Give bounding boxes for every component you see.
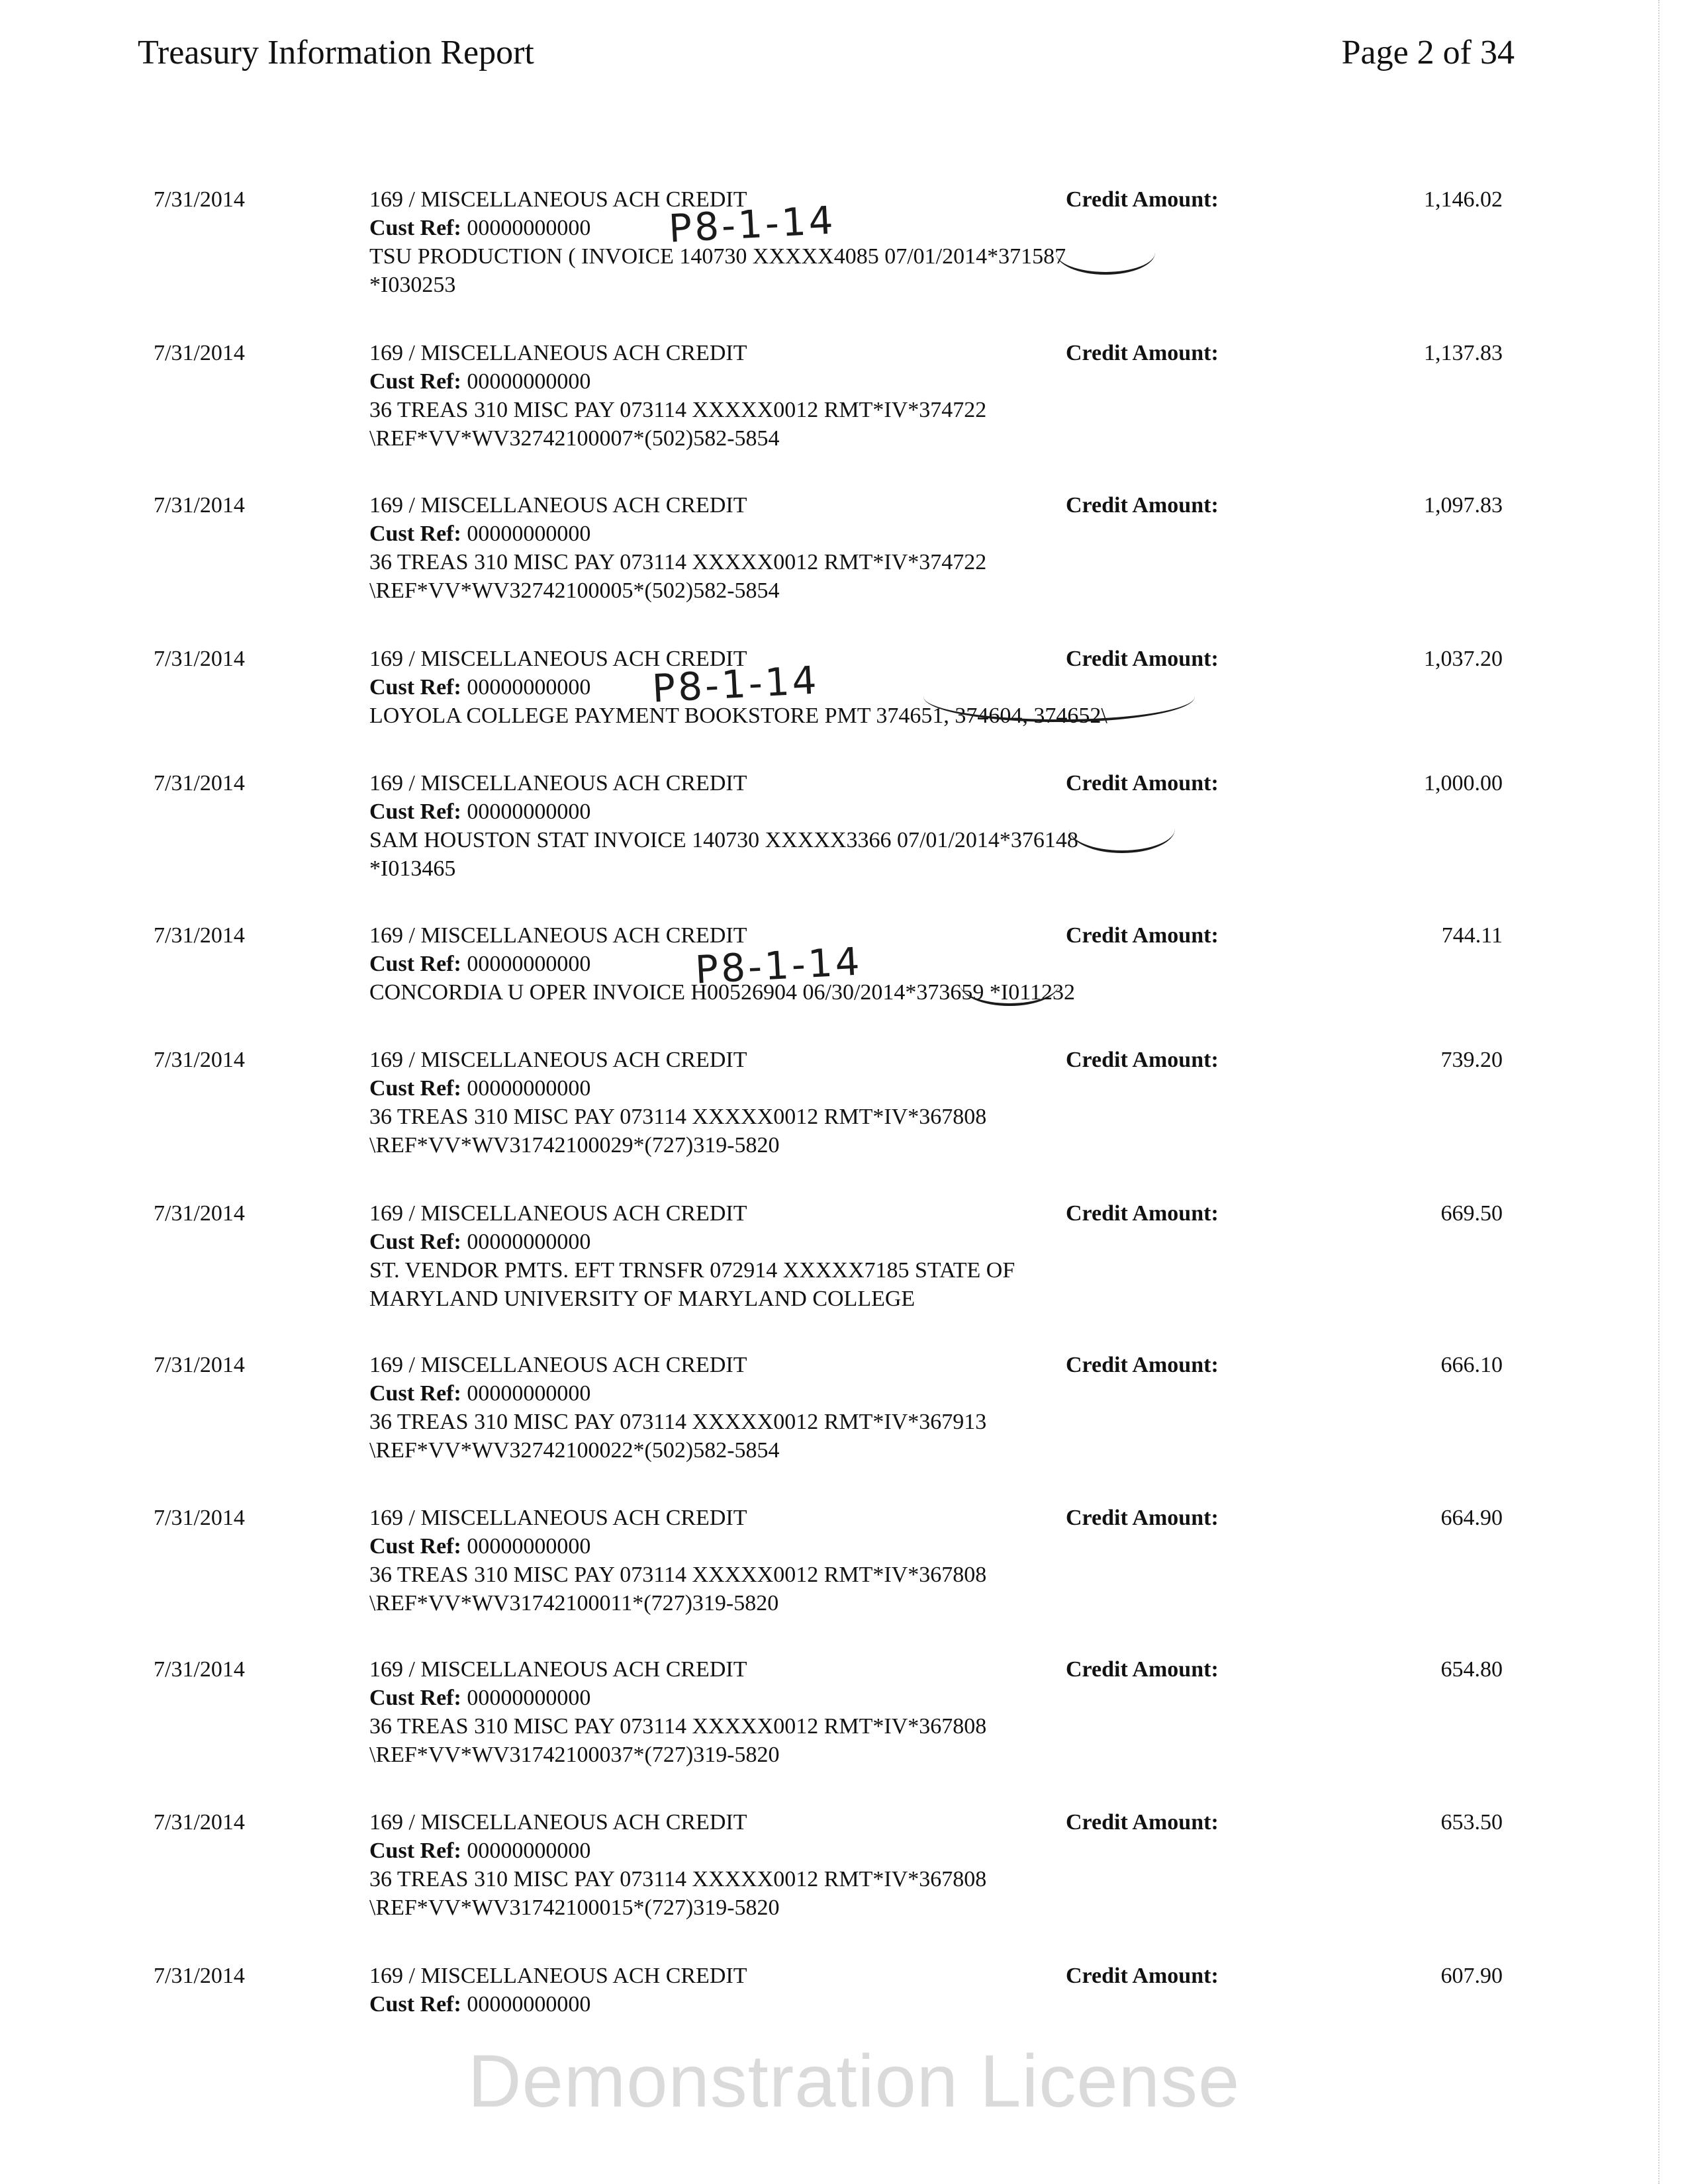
transaction-date: 7/31/2014 — [154, 923, 245, 948]
transaction-type: 169 / MISCELLANEOUS ACH CREDIT — [369, 923, 747, 948]
credit-amount-label: Credit Amount: — [1066, 1048, 1219, 1072]
cust-ref-label: Cust Ref: — [369, 1992, 461, 2017]
cust-ref-line — [369, 1074, 1230, 1103]
transaction-description: 36 TREAS 310 MISC PAY 073114 XXXXX0012 RMT*IV*367808 — [369, 1714, 987, 1739]
transaction-type: 169 / MISCELLANEOUS ACH CREDIT — [369, 1657, 747, 1682]
report-title: Treasury Information Report — [138, 34, 534, 71]
credit-amount-value: 653.50 — [1440, 1810, 1503, 1835]
credit-amount-value: 654.80 — [1440, 1657, 1503, 1682]
cust-ref-value: 00000000000 — [467, 216, 591, 240]
cust-ref-label: Cust Ref: — [369, 952, 461, 976]
transaction-description-cont: *I030253 — [369, 273, 456, 297]
transaction-date: 7/31/2014 — [154, 647, 245, 671]
transaction-type: 169 / MISCELLANEOUS ACH CREDIT — [369, 771, 747, 796]
cust-ref-label: Cust Ref: — [369, 1839, 461, 1863]
transaction-description: 36 TREAS 310 MISC PAY 073114 XXXXX0012 RMT*IV*367808 — [369, 1563, 987, 1587]
cust-ref-line — [369, 1379, 1230, 1408]
credit-amount-label: Credit Amount: — [1066, 923, 1219, 948]
credit-amount-value: 669.50 — [1440, 1201, 1503, 1226]
cust-ref-value: 00000000000 — [467, 952, 591, 976]
cust-ref-value: 00000000000 — [467, 1534, 591, 1559]
transaction-description-cont: \REF*VV*WV32742100005*(502)582-5854 — [369, 578, 780, 603]
transaction-description: 36 TREAS 310 MISC PAY 073114 XXXXX0012 RMT*IV*367808 — [369, 1105, 987, 1129]
cust-ref-line — [369, 367, 1230, 396]
transaction-description-cont: \REF*VV*WV31742100029*(727)319-5820 — [369, 1133, 780, 1158]
transaction-date: 7/31/2014 — [154, 771, 245, 796]
transaction-description: SAM HOUSTON STAT INVOICE 140730 XXXXX3366 07/01/2014*376148 — [369, 828, 1078, 852]
transaction-description-cont: \REF*VV*WV32742100022*(502)582-5854 — [369, 1438, 780, 1463]
cust-ref-value: 00000000000 — [467, 1230, 591, 1254]
transaction-type: 169 / MISCELLANEOUS ACH CREDIT — [369, 1810, 747, 1835]
transaction-entry — [0, 645, 1688, 790]
transaction-description: LOYOLA COLLEGE PAYMENT BOOKSTORE PMT 374651, 374604, 374652\ — [369, 704, 1107, 728]
transaction-entry — [0, 1655, 1688, 1801]
cust-ref-value: 00000000000 — [467, 799, 591, 824]
transaction-type: 169 / MISCELLANEOUS ACH CREDIT — [369, 341, 747, 365]
transaction-entry — [0, 1046, 1688, 1191]
transaction-description-cont: \REF*VV*WV32742100007*(502)582-5854 — [369, 426, 780, 451]
watermark: Demonstration License — [467, 2040, 1241, 2122]
cust-ref-label: Cust Ref: — [369, 1076, 461, 1101]
transaction-date: 7/31/2014 — [154, 187, 245, 212]
cust-ref-line — [369, 1990, 1230, 2019]
transaction-type: 169 / MISCELLANEOUS ACH CREDIT — [369, 1048, 747, 1072]
transaction-description-cont: \REF*VV*WV31742100037*(727)319-5820 — [369, 1743, 780, 1767]
transaction-type: 169 / MISCELLANEOUS ACH CREDIT — [369, 1201, 747, 1226]
cust-ref-label: Cust Ref: — [369, 1534, 461, 1559]
transaction-entry — [0, 1199, 1688, 1345]
credit-amount-label: Credit Amount: — [1066, 341, 1219, 365]
cust-ref-value: 00000000000 — [467, 675, 591, 700]
transaction-date: 7/31/2014 — [154, 1964, 245, 1988]
transaction-description: 36 TREAS 310 MISC PAY 073114 XXXXX0012 RMT*IV*367913 — [369, 1410, 987, 1434]
cust-ref-value: 00000000000 — [467, 1381, 591, 1406]
cust-ref-line — [369, 797, 1230, 826]
transaction-type: 169 / MISCELLANEOUS ACH CREDIT — [369, 493, 747, 518]
cust-ref-label: Cust Ref: — [369, 799, 461, 824]
transaction-entry — [0, 1808, 1688, 1954]
cust-ref-line — [369, 520, 1230, 548]
transaction-type: 169 / MISCELLANEOUS ACH CREDIT — [369, 1964, 747, 1988]
transaction-date: 7/31/2014 — [154, 1353, 245, 1377]
transaction-description: 36 TREAS 310 MISC PAY 073114 XXXXX0012 RMT*IV*374722 — [369, 550, 987, 574]
cust-ref-label: Cust Ref: — [369, 216, 461, 240]
transaction-description-cont: MARYLAND UNIVERSITY OF MARYLAND COLLEGE — [369, 1287, 915, 1311]
transaction-description: 36 TREAS 310 MISC PAY 073114 XXXXX0012 RMT*IV*367808 — [369, 1867, 987, 1891]
credit-amount-label: Credit Amount: — [1066, 1353, 1219, 1377]
transaction-description-cont: *I013465 — [369, 856, 456, 881]
cust-ref-line — [369, 1532, 1230, 1561]
page-number: Page 2 of 34 — [1341, 34, 1515, 71]
credit-amount-label: Credit Amount: — [1066, 1657, 1219, 1682]
transaction-entry — [0, 339, 1688, 484]
handwritten-note: P8-1-14 — [651, 657, 821, 711]
credit-amount-value: 1,146.02 — [1424, 187, 1503, 212]
cust-ref-label: Cust Ref: — [369, 1381, 461, 1406]
cust-ref-value: 00000000000 — [467, 369, 591, 394]
cust-ref-value: 00000000000 — [467, 1839, 591, 1863]
transaction-description-cont: \REF*VV*WV31742100015*(727)319-5820 — [369, 1895, 780, 1920]
cust-ref-label: Cust Ref: — [369, 1686, 461, 1710]
cust-ref-value: 00000000000 — [467, 1992, 591, 2017]
transaction-date: 7/31/2014 — [154, 1657, 245, 1682]
credit-amount-value: 664.90 — [1440, 1506, 1503, 1530]
handwritten-note: P8-1-14 — [694, 938, 864, 993]
credit-amount-label: Credit Amount: — [1066, 493, 1219, 518]
transaction-description: 36 TREAS 310 MISC PAY 073114 XXXXX0012 RMT*IV*374722 — [369, 398, 987, 422]
cust-ref-value: 00000000000 — [467, 1076, 591, 1101]
credit-amount-value: 1,137.83 — [1424, 341, 1503, 365]
credit-amount-label: Credit Amount: — [1066, 1810, 1219, 1835]
credit-amount-label: Credit Amount: — [1066, 1964, 1219, 1988]
credit-amount-value: 744.11 — [1441, 923, 1503, 948]
credit-amount-label: Credit Amount: — [1066, 771, 1219, 796]
credit-amount-label: Credit Amount: — [1066, 647, 1219, 671]
transaction-description: ST. VENDOR PMTS. EFT TRNSFR 072914 XXXXX7185 STATE OF — [369, 1258, 1015, 1283]
credit-amount-label: Credit Amount: — [1066, 187, 1219, 212]
cust-ref-value: 00000000000 — [467, 522, 591, 546]
credit-amount-value: 739.20 — [1440, 1048, 1503, 1072]
scan-edge — [1658, 0, 1661, 2184]
credit-amount-label: Credit Amount: — [1066, 1506, 1219, 1530]
cust-ref-label: Cust Ref: — [369, 1230, 461, 1254]
credit-amount-value: 1,000.00 — [1424, 771, 1503, 796]
cust-ref-line — [369, 1684, 1230, 1712]
cust-ref-label: Cust Ref: — [369, 675, 461, 700]
transaction-type: 169 / MISCELLANEOUS ACH CREDIT — [369, 647, 747, 671]
transaction-type: 169 / MISCELLANEOUS ACH CREDIT — [369, 187, 747, 212]
credit-amount-value: 666.10 — [1440, 1353, 1503, 1377]
transaction-date: 7/31/2014 — [154, 1048, 245, 1072]
cust-ref-label: Cust Ref: — [369, 522, 461, 546]
handwritten-note: P8-1-14 — [667, 197, 837, 251]
cust-ref-line — [369, 1837, 1230, 1865]
credit-amount-label: Credit Amount: — [1066, 1201, 1219, 1226]
transaction-date: 7/31/2014 — [154, 1201, 245, 1226]
transaction-date: 7/31/2014 — [154, 1810, 245, 1835]
transaction-entry — [0, 185, 1688, 331]
credit-amount-value: 607.90 — [1440, 1964, 1503, 1988]
transaction-entry — [0, 491, 1688, 637]
credit-amount-value: 1,097.83 — [1424, 493, 1503, 518]
transaction-type: 169 / MISCELLANEOUS ACH CREDIT — [369, 1353, 747, 1377]
transaction-entry — [0, 1504, 1688, 1649]
transaction-description-cont: \REF*VV*WV31742100011*(727)319-5820 — [369, 1591, 779, 1615]
cust-ref-value: 00000000000 — [467, 1686, 591, 1710]
cust-ref-line — [369, 1228, 1230, 1256]
transaction-type: 169 / MISCELLANEOUS ACH CREDIT — [369, 1506, 747, 1530]
transaction-date: 7/31/2014 — [154, 341, 245, 365]
credit-amount-value: 1,037.20 — [1424, 647, 1503, 671]
transaction-description: TSU PRODUCTION ( INVOICE 140730 XXXXX4085 07/01/2014*371587 — [369, 244, 1066, 269]
transaction-entry — [0, 769, 1688, 915]
cust-ref-label: Cust Ref: — [369, 369, 461, 394]
transaction-date: 7/31/2014 — [154, 1506, 245, 1530]
transaction-description: CONCORDIA U OPER INVOICE H00526904 06/30/2014*373659 *I011232 — [369, 980, 1075, 1005]
transaction-entry — [0, 1351, 1688, 1496]
transaction-date: 7/31/2014 — [154, 493, 245, 518]
